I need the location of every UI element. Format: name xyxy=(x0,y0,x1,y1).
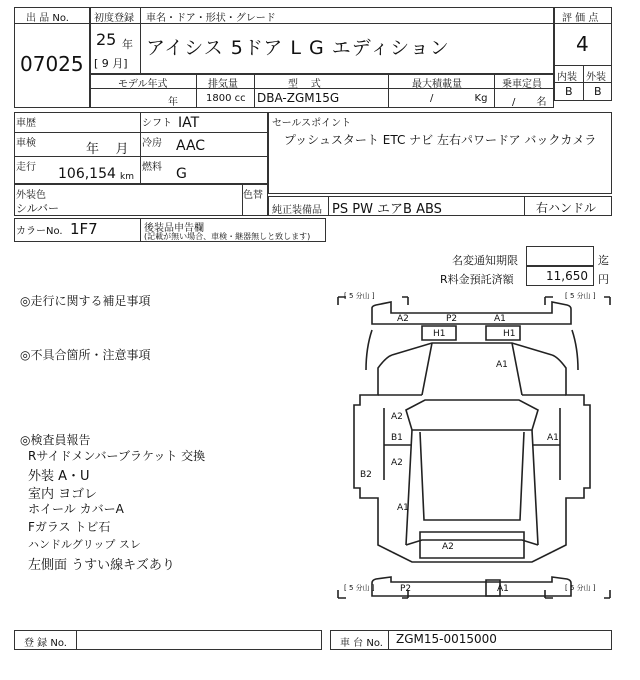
displacement-value: 1800 cc xyxy=(206,93,246,104)
mileage-value: 106,154 xyxy=(58,166,116,182)
history-label: 車歴 xyxy=(16,118,36,129)
damage-mark: A1 xyxy=(496,360,508,370)
color-value: シルバー xyxy=(16,202,59,215)
registration-label: 登 録 No. xyxy=(24,638,67,649)
fuel-label: 燃料 xyxy=(142,162,162,173)
driving-notes-title: ◎走行に関する補足事項 xyxy=(20,294,151,308)
tire-depth-rear-left: [ 5 分山 ] xyxy=(344,584,375,592)
name-change-suffix: 迄 xyxy=(598,254,609,267)
exterior-label: 外装 xyxy=(586,72,606,83)
sales-point-label: セールスポイント xyxy=(272,118,352,129)
standard-equipment-label: 純正装備品 xyxy=(272,205,322,216)
lot-number: 07025 xyxy=(20,52,84,76)
chassis-label: 車 台 No. xyxy=(340,638,383,649)
damage-mark: A1 xyxy=(397,503,409,513)
damage-mark: B1 xyxy=(391,433,403,443)
first-registration-label: 初度登録 xyxy=(94,13,134,24)
displacement-label: 排気量 xyxy=(208,79,238,90)
aftermarket-note: (記載が無い場合、車検・継器無しと致します) xyxy=(144,232,311,241)
report-line: 室内 ヨゴレ xyxy=(28,487,98,502)
damage-mark: A1 xyxy=(494,314,506,324)
name-change-deadline-label: 名変通知期限 xyxy=(452,254,518,267)
type-label: 型 式 xyxy=(288,79,321,90)
ac-value: AAC xyxy=(176,138,206,154)
report-line: ハンドルグリップ スレ xyxy=(28,538,141,551)
damage-mark: A1 xyxy=(497,584,509,594)
damage-mark: A2 xyxy=(391,412,403,422)
mileage-unit: km xyxy=(120,172,134,182)
chassis-number: ZGM15-0015000 xyxy=(396,632,497,646)
interior-grade: B xyxy=(565,85,573,98)
grade-label: 評 価 点 xyxy=(562,13,599,24)
damage-mark: H1 xyxy=(433,329,446,339)
report-line: Fガラス トビ石 xyxy=(28,520,111,534)
model-year-label: モデル年式 xyxy=(118,79,168,90)
damage-mark: B2 xyxy=(360,470,372,480)
type-value: DBA-ZGM15G xyxy=(257,91,340,105)
recycle-fee-label: R料金預託済額 xyxy=(440,273,514,286)
interior-label: 内装 xyxy=(557,72,577,83)
lot-number-label: 出 品 No. xyxy=(26,13,69,24)
color-change-label: 色替 xyxy=(243,190,263,201)
registration-year-unit: 年 xyxy=(122,38,133,51)
damage-mark: A2 xyxy=(397,314,409,324)
tire-depth-front-left: [ 5 分山 ] xyxy=(344,292,375,300)
color-number: 1F7 xyxy=(70,220,98,238)
damage-mark: P2 xyxy=(400,584,412,594)
report-line: ホイール カバーA xyxy=(28,502,124,516)
damage-mark: A2 xyxy=(391,458,403,468)
damage-mark: A1 xyxy=(547,433,559,443)
damage-mark: A2 xyxy=(442,542,454,552)
color-number-label: カラーNo. xyxy=(16,226,63,237)
registration-year: 25 xyxy=(96,30,117,49)
shift-value: IAT xyxy=(178,115,200,131)
damage-mark: H1 xyxy=(503,329,516,339)
ac-label: 冷房 xyxy=(142,138,162,149)
report-line: 左側面 うすい線キズあり xyxy=(28,558,175,573)
steering-value: 右ハンドル xyxy=(536,201,597,215)
model-year-unit: 年 xyxy=(168,97,178,108)
car-name: アイシス 5ドア L G エディション xyxy=(146,37,450,59)
tire-depth-front-right: [ 5 分山 ] xyxy=(565,292,596,300)
capacity-label: 乗車定員 xyxy=(502,79,542,90)
report-line: 外装 A・U xyxy=(28,469,90,484)
mileage-label: 走行 xyxy=(16,162,36,173)
color-label: 外装色 xyxy=(16,190,46,201)
shift-label: シフト xyxy=(142,118,172,129)
standard-equipment-value: PS PW エアB ABS xyxy=(332,202,442,217)
tire-depth-rear-right: [ 5 分山 ] xyxy=(565,584,596,592)
damage-mark: P2 xyxy=(446,314,458,324)
recycle-fee-amount: 11,650 xyxy=(546,269,588,283)
max-load-value: / Kg xyxy=(430,93,488,104)
registration-month: [ 9 月] xyxy=(94,57,128,70)
inspection-value: 年 月 xyxy=(86,142,129,157)
overall-grade: 4 xyxy=(576,32,589,56)
exterior-grade: B xyxy=(594,85,602,98)
recycle-fee-unit: 円 xyxy=(598,273,609,286)
fuel-value: G xyxy=(176,166,187,182)
max-load-label: 最大積載量 xyxy=(412,79,462,90)
capacity-value: / 名 xyxy=(512,97,547,108)
car-name-label: 車名・ドア・形状・グレード xyxy=(146,13,276,24)
inspector-report-title: ◎検査員報告 xyxy=(20,433,91,447)
defects-title: ◎不具合箇所・注意事項 xyxy=(20,348,151,362)
aftermarket-label: 後装品申告欄 xyxy=(144,223,204,234)
sales-point-value: プッシュスタート ETC ナビ 左右パワードア バックカメラ xyxy=(284,133,597,147)
inspection-label: 車検 xyxy=(16,138,36,149)
report-line: Rサイドメンバーブラケット 交換 xyxy=(28,449,206,463)
